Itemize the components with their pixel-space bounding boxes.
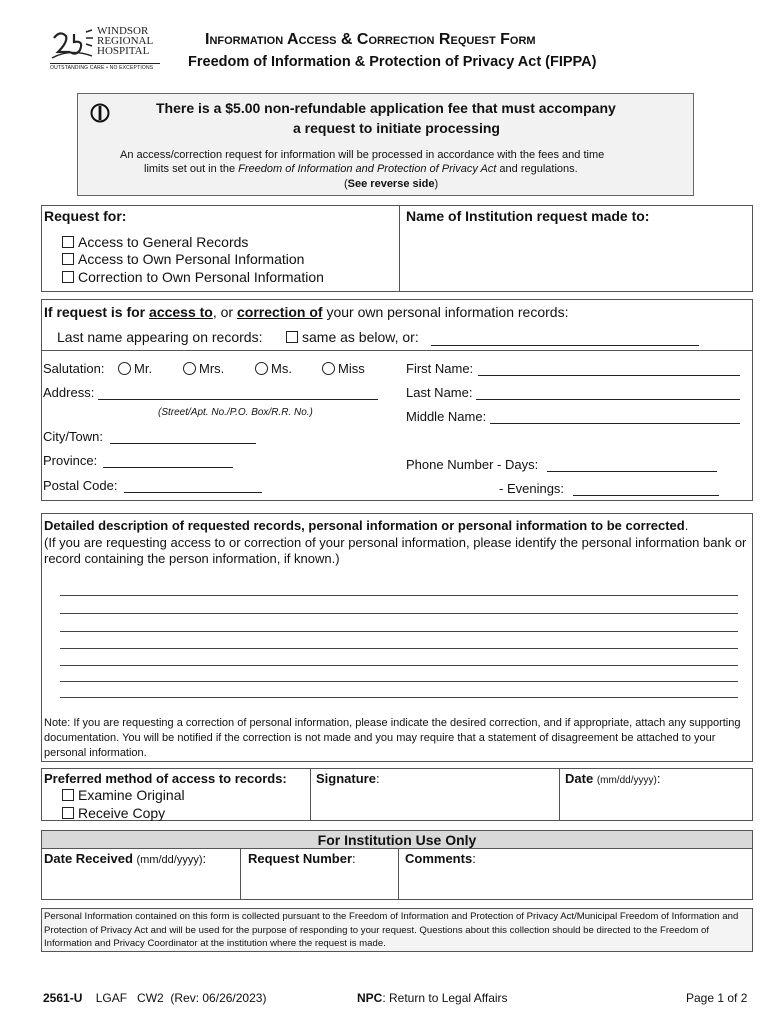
last-name-field[interactable]: [476, 399, 740, 400]
same-as-below-option[interactable]: same as below, or:: [286, 329, 419, 345]
institution-name-label: Name of Institution request made to:: [406, 208, 650, 224]
see-reverse-link: See reverse side: [347, 178, 435, 190]
access-method-section: [41, 768, 753, 821]
description-heading: Detailed description of requested records, personal information or personal information to be corrected.: [44, 518, 689, 533]
checkbox[interactable]: [62, 789, 74, 801]
date-label: Date: [565, 771, 594, 786]
address-hint: (Street/Apt. No./P.O. Box/R.R. No.): [158, 407, 313, 418]
postal-code-field[interactable]: [124, 492, 262, 493]
radio[interactable]: [322, 362, 335, 375]
phone-evenings-label: - Evenings:: [499, 481, 565, 496]
option-examine-original[interactable]: Examine Original: [62, 787, 185, 803]
logo-mark-icon: [50, 28, 94, 62]
option-own-personal-info[interactable]: Access to Own Personal Information: [62, 251, 304, 267]
description-line-7[interactable]: [60, 697, 738, 698]
description-line-5[interactable]: [60, 665, 738, 666]
logo-name-line2: REGIONAL: [97, 35, 154, 47]
checkbox[interactable]: [62, 807, 74, 819]
description-body: (If you are requesting access to or correction of your personal information, please identify the personal information bank or record containing the person information, if known.): [44, 535, 747, 566]
radio[interactable]: [183, 362, 196, 375]
request-for-label: Request for:: [44, 208, 127, 224]
description-section: [41, 513, 753, 762]
form-codes: LGAF CW2 (Rev: 06/26/2023): [95, 991, 267, 1005]
address-field[interactable]: [98, 399, 378, 400]
option-correction-personal-info[interactable]: Correction to Own Personal Information: [62, 269, 324, 285]
form-number: 2561-U: [43, 991, 83, 1005]
description-line-4[interactable]: [60, 648, 738, 649]
radio[interactable]: [255, 362, 268, 375]
salutation-ms[interactable]: Ms.: [255, 361, 292, 376]
checkbox[interactable]: [62, 253, 74, 265]
comments-field[interactable]: Comments:: [405, 851, 476, 866]
notice-body-line-3: (See reverse side): [344, 178, 439, 190]
access-method-label: Preferred method of access to records:: [44, 771, 287, 786]
option-receive-copy[interactable]: Receive Copy: [62, 805, 165, 821]
radio[interactable]: [118, 362, 131, 375]
middle-name-field[interactable]: [490, 423, 740, 424]
phone-days-label: Phone Number - Days:: [406, 457, 539, 472]
city-label: City/Town:: [43, 429, 103, 444]
personal-intro: If request is for access to, or correction of your own personal information records:: [44, 304, 569, 320]
option-general-records[interactable]: Access to General Records: [62, 234, 248, 250]
first-name-field[interactable]: [478, 375, 740, 376]
phone-evenings-field[interactable]: [573, 495, 719, 496]
postal-code-label: Postal Code:: [43, 478, 118, 493]
notice-body-line-2: limits set out in the Freedom of Information and Protection of Privacy Act and regulations.: [144, 163, 578, 175]
description-line-3[interactable]: [60, 631, 738, 632]
checkbox[interactable]: [62, 236, 74, 248]
province-field[interactable]: [103, 467, 233, 468]
privacy-notice-box: [41, 908, 753, 952]
salutation-mr[interactable]: Mr.: [118, 361, 152, 376]
fee-notice-box: [77, 93, 694, 196]
request-number-field[interactable]: Request Number:: [248, 851, 356, 866]
salutation-miss[interactable]: Miss: [322, 361, 365, 376]
middle-name-label: Middle Name:: [406, 409, 487, 424]
logo-tagline: OUTSTANDING CARE • NO EXCEPTIONS: [50, 63, 160, 71]
description-line-1[interactable]: [60, 595, 738, 596]
notice-body-line-1: An access/correction request for information will be processed in accordance with the fees and time: [120, 149, 605, 161]
phone-days-field[interactable]: [547, 471, 717, 472]
last-name-on-records-field[interactable]: [431, 345, 699, 346]
request-for-section: [41, 205, 753, 292]
correction-note: Note: If you are requesting a correction of personal information, please indicate the desired correction, and if appropriate, attach any supporting documentation. You will be notified if the correction is not made and you may require that a statement of disagreement be attached to your personal information.: [44, 717, 741, 759]
last-name-on-records-label: Last name appearing on records:: [57, 329, 263, 345]
salutation-label: Salutation:: [43, 361, 105, 376]
description-line-2[interactable]: [60, 613, 738, 614]
page-number: Page 1 of 2: [686, 991, 748, 1005]
fee-line-1: There is a $5.00 non-refundable application fee that must accompany: [156, 100, 616, 116]
fee-line-2: a request to initiate processing: [293, 120, 500, 136]
city-field[interactable]: [110, 443, 256, 444]
signature-label: Signature: [316, 771, 376, 786]
privacy-notice-text: Personal Information contained on this form is collected pursuant to the Freedom of Information and Protection of Privacy Act/Municipal Freedom of Information and Protection of Privacy Act and will be used for the purpose of responding to your request. Questions about this collection should be directed to the Freedom of Information and Privacy Coordinator at the institution where the request is made.: [44, 911, 739, 949]
logo-name-line1: WINDSOR: [97, 25, 149, 37]
checkbox[interactable]: [286, 331, 298, 343]
first-name-label: First Name:: [406, 361, 474, 376]
hospital-logo: [50, 26, 160, 72]
signature-field[interactable]: Signature:: [316, 771, 380, 786]
institution-use-section: [41, 830, 753, 900]
institution-use-heading: For Institution Use Only: [317, 832, 477, 848]
last-name-label: Last Name:: [406, 385, 473, 400]
form-title: Information Access & Correction Request Form: [205, 31, 536, 48]
checkbox[interactable]: [62, 271, 74, 283]
description-line-6[interactable]: [60, 681, 738, 682]
personal-info-section: [41, 299, 753, 501]
date-received-field[interactable]: Date Received (mm/dd/yyyy):: [44, 851, 207, 866]
date-field[interactable]: Date (mm/dd/yyyy):: [565, 771, 661, 786]
return-instruction: NPC: Return to Legal Affairs: [357, 991, 508, 1005]
salutation-mrs[interactable]: Mrs.: [183, 361, 224, 376]
address-label: Address:: [43, 385, 95, 400]
form-subtitle: Freedom of Information & Protection of Privacy Act (FIPPA): [188, 54, 597, 70]
province-label: Province:: [43, 453, 98, 468]
info-circle-icon: [89, 102, 111, 124]
act-name: Freedom of Information and Protection of Privacy Act: [238, 163, 497, 175]
logo-name-line3: HOSPITAL: [97, 45, 150, 57]
